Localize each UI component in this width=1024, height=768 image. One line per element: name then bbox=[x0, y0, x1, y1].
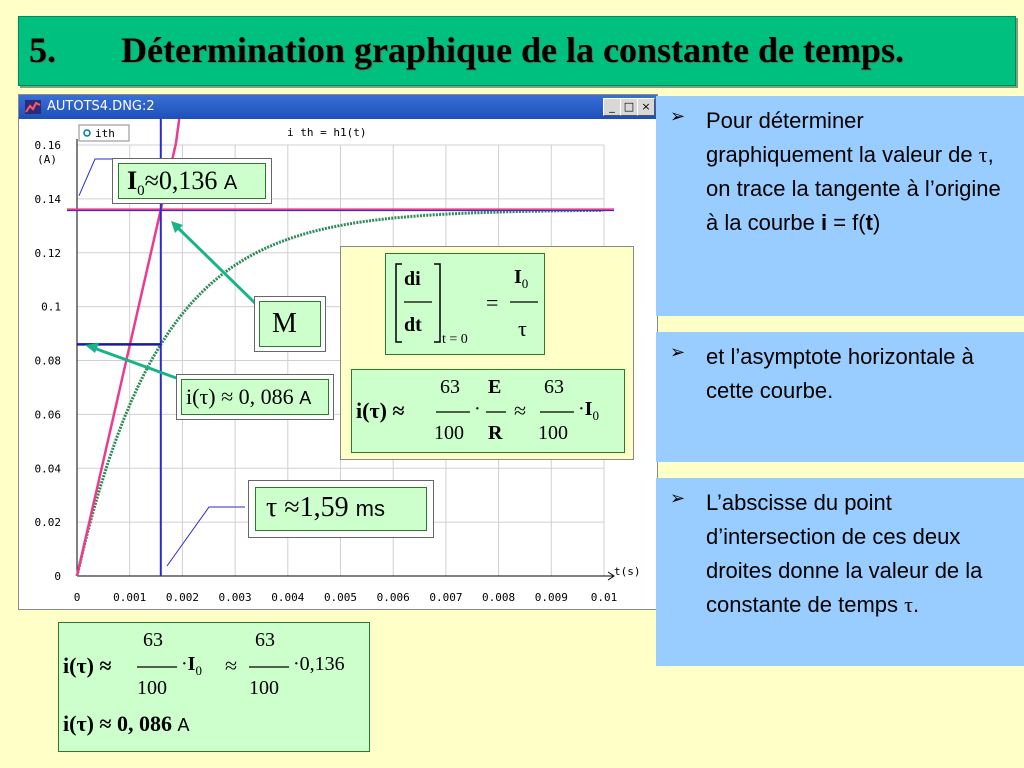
I0-annotation: $I_0\approx 0,136$ A bbox=[127, 166, 238, 200]
y-tick-label: 0.04 bbox=[34, 462, 61, 476]
I0-annotation-inner bbox=[118, 163, 266, 199]
M-annotation-inner bbox=[259, 301, 321, 347]
bottom-formula-63: 63 bbox=[143, 629, 163, 651]
itau-annotation: i(τ) ≈ 0, 086 A bbox=[186, 384, 312, 409]
bottom-formula-lhs: i(τ) ≈ bbox=[63, 653, 112, 678]
x-tick-label: 0.003 bbox=[218, 591, 252, 604]
formula-tau: τ bbox=[518, 316, 527, 341]
slide-title-number: 5. bbox=[29, 30, 56, 70]
itau-formula-I0: $\cdot I_0$ bbox=[578, 398, 599, 423]
formula-panel bbox=[340, 246, 634, 460]
explanation-panel-2 bbox=[656, 332, 1024, 462]
M-annotation-box bbox=[254, 296, 326, 352]
x-tick-label: 0.004 bbox=[271, 591, 305, 604]
bullet-arrow-icon: ➢ bbox=[670, 342, 686, 362]
close-button[interactable]: × bbox=[637, 98, 655, 116]
I0-pointer bbox=[79, 159, 113, 196]
x-tick-label: 0.007 bbox=[429, 591, 463, 604]
legend-entry: ith bbox=[95, 127, 115, 140]
tau-annotation-inner bbox=[255, 487, 427, 531]
y-tick-label: 0.02 bbox=[34, 516, 61, 530]
tangent-line-ext bbox=[176, 119, 179, 144]
itau-formula-100b: 100 bbox=[538, 422, 568, 444]
x-tick-label: 0.002 bbox=[165, 591, 199, 604]
itau-formula-E: E bbox=[488, 376, 502, 398]
formula-t0: t = 0 bbox=[442, 332, 468, 347]
formula-equals: = bbox=[486, 290, 499, 315]
bottom-formula-100b: 100 bbox=[249, 677, 279, 699]
x-axis-label: t(s) bbox=[614, 565, 641, 578]
derivative-formula bbox=[385, 253, 545, 355]
slide-title-text: Détermination graphique de la constante de temps. bbox=[121, 30, 904, 70]
itau-formula-R: R bbox=[488, 422, 503, 444]
bottom-formula-line2: i(τ) ≈ 0, 086 A bbox=[63, 711, 190, 736]
bottom-formula-63b: 63 bbox=[255, 629, 275, 651]
explanation-text-1: Pour déterminer graphiquement la valeur de τ, on trace la tangente à l’origine à la courbe i = f(t) bbox=[706, 108, 1001, 235]
explanation-panel-3 bbox=[656, 478, 1024, 666]
y-tick-label: 0.1 bbox=[41, 300, 61, 314]
bottom-formula-value: ·0,136 bbox=[293, 653, 345, 675]
tau-annotation: τ ≈1,59 ms bbox=[266, 492, 385, 523]
bottom-formula-approx: ≈ bbox=[225, 653, 238, 678]
bullet-arrow-icon: ➢ bbox=[670, 488, 686, 508]
y-tick-label: 0.14 bbox=[34, 192, 61, 206]
itau-annotation-inner bbox=[181, 379, 329, 415]
itau-formula-63b: 63 bbox=[544, 376, 564, 398]
itau-formula-approx: ≈ bbox=[514, 398, 527, 423]
x-tick-label: 0 bbox=[73, 591, 81, 604]
y-tick-label: 0.08 bbox=[34, 354, 61, 368]
x-tick-labels bbox=[74, 565, 641, 604]
x-tick-label: 0.008 bbox=[482, 591, 516, 604]
minimize-button[interactable]: _ bbox=[603, 98, 621, 116]
x-tick-label: 0.005 bbox=[323, 591, 358, 604]
bottom-formula-100: 100 bbox=[137, 677, 167, 699]
chart-app-icon bbox=[25, 100, 41, 114]
tau-pointer bbox=[167, 507, 245, 566]
formula-I0: $I_0$ bbox=[514, 266, 529, 291]
itau-formula-63: 63 bbox=[440, 376, 460, 398]
bottom-formula-I0: $\cdot I_0$ bbox=[181, 653, 202, 678]
formula-di: di bbox=[404, 268, 421, 290]
x-tick-label: 0.01 bbox=[590, 591, 618, 604]
window-titlebar[interactable] bbox=[19, 95, 657, 119]
x-tick-label: 0.006 bbox=[376, 591, 410, 604]
maximize-button[interactable]: □ bbox=[620, 98, 638, 116]
x-tick-label: 0.001 bbox=[113, 591, 147, 604]
y-axis-unit: (A) bbox=[37, 153, 57, 166]
bottom-formula-box bbox=[58, 622, 370, 752]
I0-annotation-box bbox=[112, 158, 272, 204]
itau-formula-100: 100 bbox=[434, 422, 464, 444]
slide-title-bar bbox=[18, 16, 1016, 86]
bullet-arrow-icon: ➢ bbox=[670, 106, 686, 126]
y-tick-label: 0.06 bbox=[34, 408, 61, 422]
explanation-text-2: et l’asymptote horizontale à cette courbe. bbox=[706, 344, 974, 403]
M-arrow bbox=[173, 223, 257, 305]
y-tick-label: 0.12 bbox=[34, 246, 61, 260]
y-tick-labels bbox=[35, 139, 62, 583]
chart-title: i th = h1(t) bbox=[287, 126, 367, 139]
M-label: M bbox=[272, 308, 297, 339]
explanation-text-3: L’abscisse du point d’intersection de ces deux droites donne la valeur de la constante de temps τ. bbox=[706, 490, 983, 617]
x-tick-label: 0.009 bbox=[534, 591, 568, 604]
y-axis-top-label: 0.16 bbox=[34, 139, 61, 152]
explanation-panel-1 bbox=[656, 96, 1024, 316]
y-tick-label: 0 bbox=[54, 570, 61, 583]
itau-formula-lhs: i(τ) ≈ bbox=[356, 398, 405, 423]
window-title: AUTOTS4.DNG:2 bbox=[47, 99, 155, 114]
itau-arrow bbox=[91, 347, 179, 379]
itau-annotation-box bbox=[176, 374, 334, 420]
itau-formula-dot: · bbox=[474, 398, 481, 420]
itau-formula bbox=[351, 369, 625, 453]
slide-title bbox=[29, 29, 904, 71]
formula-dt: dt bbox=[404, 314, 422, 336]
tau-annotation-box bbox=[248, 480, 434, 538]
